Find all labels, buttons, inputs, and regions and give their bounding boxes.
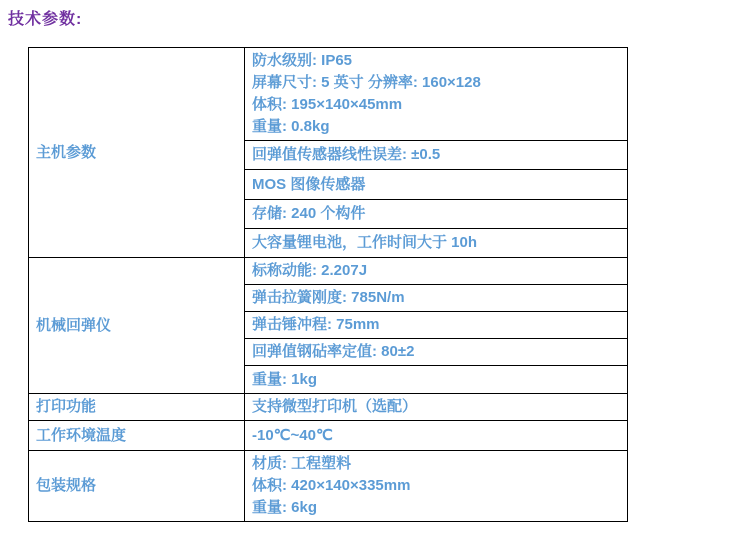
specs-table [28,47,628,522]
spec-group-label: 包装规格 [29,451,245,522]
spec-value-line: 防水级别: IP65 [252,52,353,69]
table-row [29,421,628,451]
spec-value-cell: 回弹值传感器线性误差: ±0.5 [245,141,628,170]
spec-group-label: 机械回弹仪 [29,258,245,394]
spec-value-cell [245,48,628,141]
spec-value-cell: 弹击拉簧刚度: 785N/m [245,285,628,312]
spec-value-cell: 弹击锤冲程: 75mm [245,312,628,339]
page-title: 技术参数: [8,11,83,28]
spec-value-line: 体积: 420×140×335mm [252,477,411,494]
spec-value-cell [245,451,628,522]
spec-value-cell: 大容量锂电池，工作时间大于 10h [245,229,628,258]
spec-value-line: 材质: 工程塑料 [252,455,352,472]
spec-value-cell: -10℃~40℃ [245,421,628,451]
spec-value-cell: MOS 图像传感器 [245,170,628,200]
spec-value-cell: 标称动能: 2.207J [245,258,628,285]
spec-value-cell: 重量: 1kg [245,366,628,394]
spec-group-label: 主机参数 [29,48,245,258]
spec-group-label: 打印功能 [29,394,245,421]
table-row [29,451,628,522]
table-row [29,48,628,141]
spec-value-line: 屏幕尺寸: 5 英寸 分辨率: 160×128 [252,74,481,91]
spec-value-line: 重量: 6kg [252,499,318,516]
spec-value-cell: 回弹值钢砧率定值: 80±2 [245,339,628,366]
table-row [29,258,628,285]
spec-value-cell: 支持微型打印机（选配） [245,394,628,421]
spec-group-label: 工作环境温度 [29,421,245,451]
spec-value-line: 重量: 0.8kg [252,118,330,135]
spec-value-cell: 存储: 240 个构件 [245,200,628,229]
spec-value-line: 体积: 195×140×45mm [252,96,403,113]
table-row [29,394,628,421]
